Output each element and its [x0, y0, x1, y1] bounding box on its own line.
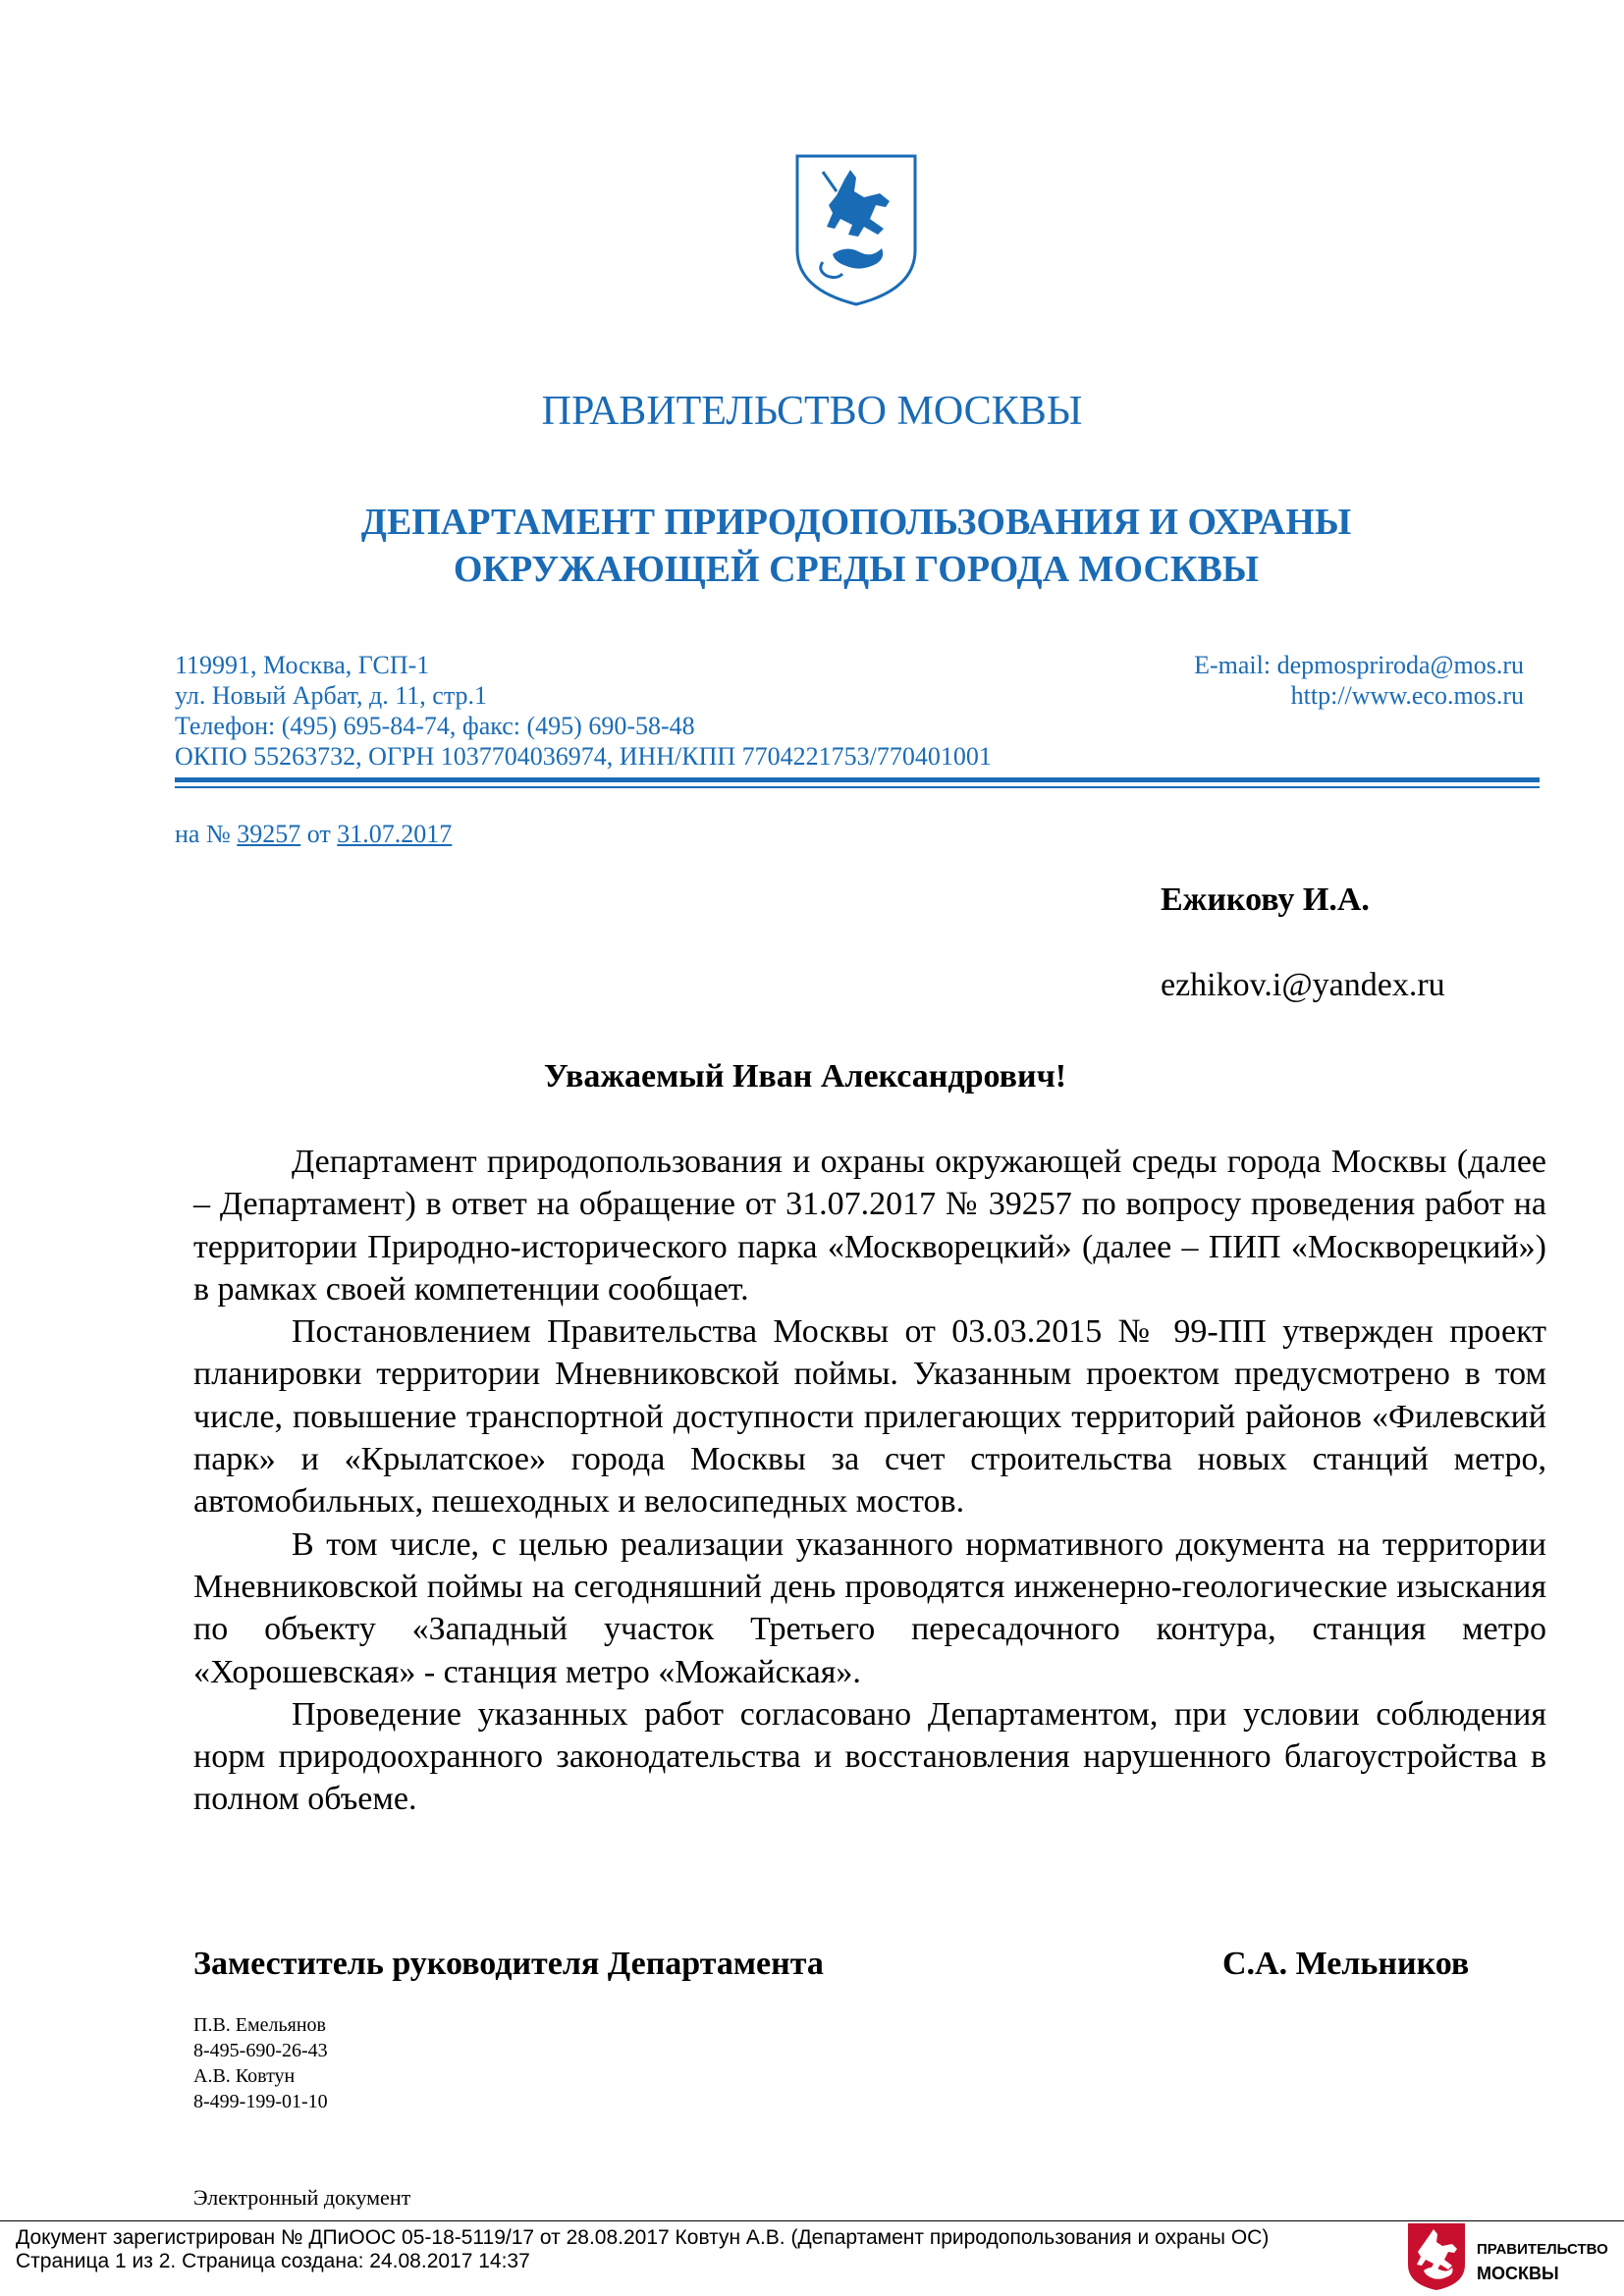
department-title	[0, 499, 1624, 593]
registration-line: Документ зарегистрирован № ДПиООС 05-18-5119/17 от 28.08.2017 Ковтун А.В. (Департамент природопользования и охраны ОС)	[16, 2226, 1270, 2249]
department-title-line2: ОКРУЖАЮЩЕЙ СРЕДЫ ГОРОДА МОСКВЫ	[453, 549, 1260, 590]
body-paragraph: Постановлением Правительства Москвы от 03.03.2015 № 99-ПП утвержден проект планировки территории Мневниковской поймы. Указанным проектом предусмотрено в том числе, повышение транспортной доступности прилегающих территорий районов «Филевский парк» и «Крылатское» города Москвы за счет строительства новых станций метро, автомобильных, пешеходных и велосипедных мостов.	[193, 1313, 1546, 1521]
moscow-government-logo-icon	[1406, 2221, 1467, 2292]
page-info-line: Страница 1 из 2. Страница создана: 24.08.2017 14:37	[16, 2250, 530, 2272]
moscow-coat-of-arms-icon	[793, 152, 919, 307]
reference-line	[175, 820, 452, 849]
logo-caption-line1: ПРАВИТЕЛЬСТВО	[1477, 2241, 1608, 2258]
addressee-email: ezhikov.i@yandex.ru	[1161, 967, 1445, 1003]
reference-middle: от	[306, 820, 331, 848]
reference-number: 39257	[237, 820, 301, 848]
address-line: ул. Новый Арбат, д. 11, стр.1	[175, 681, 488, 710]
department-title-line1: ДЕПАРТАМЕНТ ПРИРОДОПОЛЬЗОВАНИЯ И ОХРАНЫ	[360, 502, 1352, 543]
contact-line: А.В. Ковтун	[193, 2065, 296, 2087]
registry-codes-line: ОКПО 55263732, ОГРН 1037704036974, ИНН/КПП 7704221753/770401001	[175, 742, 992, 771]
contact-line: 8-499-199-01-10	[193, 2091, 328, 2112]
website-link[interactable]: http://www.eco.mos.ru	[1290, 681, 1524, 710]
body-paragraph: Проведение указанных работ согласовано Департаментом, при условии соблюдения норм природоохранного законодательства и восстановления нарушенного благоустройства в полном объеме.	[193, 1695, 1546, 1818]
postal-address	[175, 650, 992, 772]
body-paragraph: Департамент природопользования и охраны окружающей среды города Москвы (далее – Департамент) в ответ на обращение от 31.07.2017 № 39257 по вопросу проведения работ на территории Природно-исторического парка «Москворецкий» (далее – ПИП «Москворецкий») в рамках своей компетенции сообщает.	[193, 1144, 1546, 1308]
addressee-name: Ежикову И.А.	[1161, 881, 1370, 918]
phone-line: Телефон: (495) 695-84-74, факс: (495) 690-58-48	[175, 712, 695, 740]
address-line: 119991, Москва, ГСП-1	[175, 651, 430, 679]
contact-line: 8-495-690-26-43	[193, 2040, 328, 2061]
header-divider-thin	[175, 786, 1540, 788]
contact-links	[1194, 650, 1524, 711]
reference-prefix: на №	[175, 820, 231, 848]
footer-divider	[0, 2220, 1624, 2221]
executor-contacts	[193, 2012, 328, 2114]
signatory-name: С.А. Мельников	[1222, 1946, 1470, 1982]
contact-line: П.В. Емельянов	[193, 2014, 326, 2036]
registration-footer	[16, 2226, 1269, 2273]
signatory-title: Заместитель руководителя Департамента	[193, 1946, 824, 1982]
email-link[interactable]: E-mail: depmospriroda@mos.ru	[1194, 651, 1524, 679]
electronic-document-label: Электронный документ	[193, 2185, 411, 2210]
header-divider	[175, 777, 1540, 782]
reference-date: 31.07.2017	[337, 820, 453, 848]
salutation: Уважаемый Иван Александрович!	[543, 1058, 1067, 1095]
letter-body	[193, 1141, 1546, 1821]
government-title: ПРАВИТЕЛЬСТВО МОСКВЫ	[541, 389, 1083, 434]
logo-caption	[1477, 2238, 1608, 2285]
logo-caption-line2: МОСКВЫ	[1477, 2264, 1559, 2283]
body-paragraph: В том числе, с целью реализации указанного нормативного документа на территории Мневниковской поймы на сегодняшний день проводятся инженерно-геологические изыскания по объекту «Западный участок Третьего пересадочного контура, станция метро «Хорошевская» - станция метро «Можайская».	[193, 1525, 1546, 1690]
